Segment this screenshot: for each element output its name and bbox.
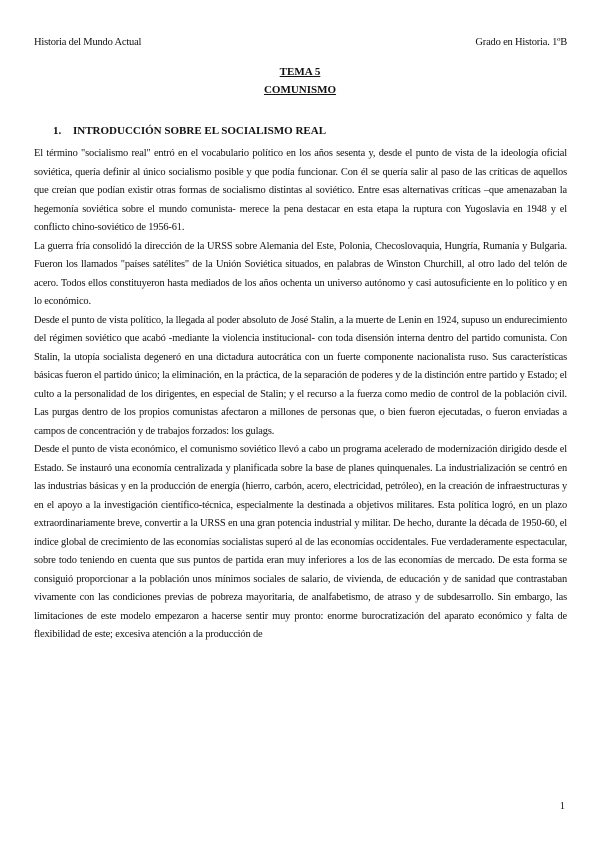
paragraph-politico: Desde el punto de vista político, la llegada al poder absoluto de José Stalin, a la muerte de Lenin en 1924, supuso un endurecimiento del régimen soviético que acabó -mediante la violencia institucional- con toda disensión interna dentro del partido comunista. Con Stalin, la utopía socialista degeneró en una dictadura autocrática con un fuerte componente nacionalista ruso. Sus características básicas fueron el partido único; la eliminación, en la práctica, de la separación de poderes y de la distinción entre partido y Estado; el culto a la personalidad de los dirigentes, en especial de Stalin; y el recurso a la fuerza como medio de control de la población civil. Las purgas dentro de los propios comunistas afectaron a millones de personas que, o bien fueron ejecutadas, o fueron enviadas a campos de concentración y de trabajos forzados: los gulags.	[34, 314, 567, 437]
page-number: 1	[559, 801, 565, 812]
section-number: 1.	[53, 125, 62, 137]
paragraph-guerra-fria: La guerra fría consolidó la dirección de la URSS sobre Alemania del Este, Polonia, Checoslovaquia, Hungría, Rumanía y Bulgaria. Fueron los llamados "países satélites" de la Unión Soviética situados, en palabras de Winston Churchill, al otro lado del telón de acero. Todos ellos constituyeron hasta mediados de los años ochenta un universo autónomo y casi autosuficiente en lo político y en lo económico.	[34, 240, 567, 307]
topic-number: TEMA 5	[279, 66, 321, 78]
body-text	[34, 145, 567, 645]
header-course-title: Historia del Mundo Actual	[34, 37, 142, 48]
header-degree-group: Grado en Historia. 1ºB	[475, 37, 567, 48]
paragraph-socialismo-real: El término "socialismo real" entró en el vocabulario político en los años sesenta y, desde el punto de vista de la ideología oficial soviética, quería definir al único socialismo posible y que podía funcionar. Con él se quería salir al paso de las críticas de aquellos que creían que podían existir otras formas de socialismo distintas al soviético. Entre esas alternativas críticas –que amenazaban la hegemonía soviética sobre el mundo comunista- merece la pena destacar en esta etapa la ruptura con Yugoslavia en 1948 y el conflicto chino-soviético de 1956-61.	[34, 148, 567, 233]
section-title: INTRODUCCIÓN SOBRE EL SOCIALISMO REAL	[73, 125, 327, 137]
topic-name: COMUNISMO	[263, 84, 337, 96]
section-heading	[53, 125, 326, 137]
paragraph-economico: Desde el punto de vista económico, el comunismo soviético llevó a cabo un programa acelerado de modernización dirigido desde el Estado. Se instauró una economía centralizada y planificada sobre la base de planes quinquenales. La industrialización se centró en las industrias básicas y en la producción de energía (hierro, carbón, acero, electricidad, petróleo), en la creación de infraestructuras y en el apoyo a la investigación científico-técnica, especialmente la destinada a objetivos militares. Esta política logró, en un plazo extraordinariamente breve, convertir a la URSS en una gran potencia industrial y militar. De hecho, durante la década de 1950-60, el índice global de crecimiento de las economías socialistas superó al de las economías occidentales. Fue verdaderamente espectacular, sobre todo teniendo en cuenta que sus puntos de partida eran muy inferiores a los de las economías de mercado. De esta forma se consiguió proporcionar a la población unos mínimos sociales de salario, de vivienda, de educación y de sanidad que contrastaban vivamente con las condiciones previas de pobreza mayoritaria, de analfabetismo, de atraso y de subdesarrollo. Sin embargo, las limitaciones de este modelo empezaron a hacerse sentir muy pronto: enorme burocratización del aparato económico y falta de flexibilidad de este; excesiva atención a la producción de	[34, 444, 567, 640]
